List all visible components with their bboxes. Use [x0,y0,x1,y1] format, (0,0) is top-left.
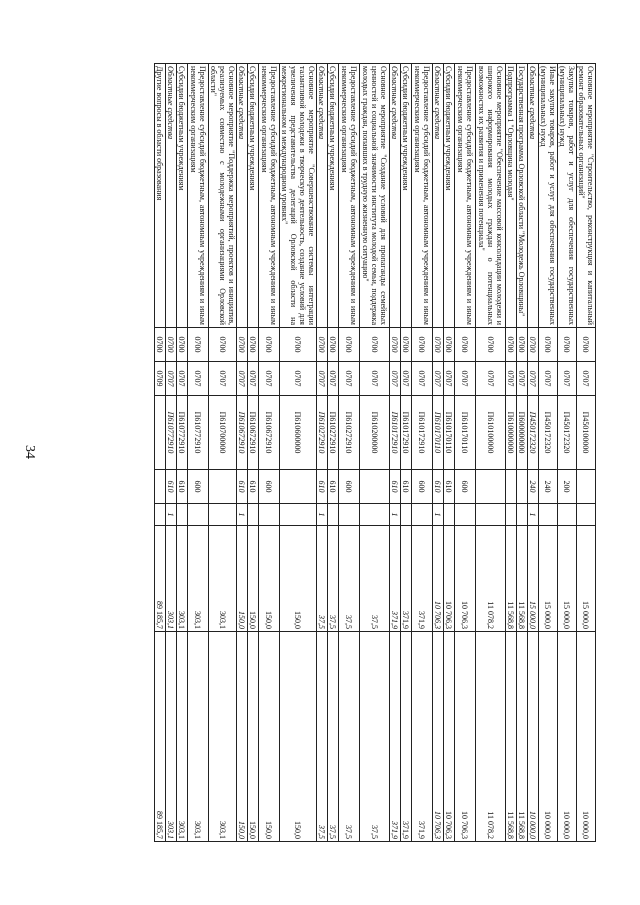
row-name: Областные средства [166,64,177,328]
row-target-code: П610772910 [188,396,209,470]
row-amount-2: 150,0 [280,632,317,842]
row-section: 0700 [280,328,317,362]
row-section: 0700 [433,328,444,362]
row-target-code: П610700000 [209,396,237,470]
row-subsection: 0707 [412,362,433,396]
row-subsection: 0707 [455,362,476,396]
row-subsection: 0707 [401,362,412,396]
row-note [280,504,317,526]
table-row [412,64,433,842]
row-amount-1: 150,0 [248,526,259,632]
row-section: 0700 [317,328,328,362]
row-section: 0700 [539,328,558,362]
row-note [209,504,237,526]
row-target-code: П610672910 [248,396,259,470]
row-expense-type: 600 [412,470,433,504]
row-expense-type: 600 [188,470,209,504]
row-note: 1 [390,504,401,526]
row-amount-2: 11 568,8 [517,632,528,842]
table-row [177,64,188,842]
page-number: 34 [22,445,37,459]
row-section: 0700 [237,328,248,362]
row-section: 0700 [328,328,339,362]
row-expense-type [476,470,506,504]
table-row [188,64,209,842]
row-note [506,504,517,526]
row-name: Подпрограмма 1 "Орловщина молодая" [506,64,517,328]
row-target-code: П610772910 [166,396,177,470]
row-expense-type [517,470,528,504]
row-amount-1: 10 706,3 [433,526,444,632]
row-subsection: 0709 [155,362,166,396]
row-expense-type [155,470,166,504]
table-row [237,64,248,842]
row-target-code: П610172910 [390,396,401,470]
row-name: Предоставление субсидий бюджетным, автономным учреждениям и иным некоммерческим организациям [188,64,209,328]
row-name: Областные средства [237,64,248,328]
table-row [328,64,339,842]
row-amount-1: 11 568,8 [506,526,517,632]
row-section: 0700 [339,328,360,362]
row-section: 0700 [390,328,401,362]
table-row [577,64,596,842]
row-expense-type: 240 [539,470,558,504]
budget-table [154,63,596,842]
row-target-code: П610600000 [280,396,317,470]
table-row [209,64,237,842]
row-amount-1: 37,5 [339,526,360,632]
row-expense-type: 610 [248,470,259,504]
row-name: Областные средства [528,64,539,328]
row-expense-type: 610 [444,470,455,504]
row-subsection: 0707 [237,362,248,396]
row-section: 0700 [577,328,596,362]
row-amount-1: 150,0 [259,526,280,632]
row-section: 0700 [259,328,280,362]
row-amount-2: 10 706,3 [444,632,455,842]
row-note [248,504,259,526]
row-amount-2: 37,5 [339,632,360,842]
row-expense-type [360,470,390,504]
row-note: 1 [237,504,248,526]
row-target-code: П450100000 [577,396,596,470]
row-expense-type: 610 [177,470,188,504]
row-target-code: П610200000 [360,396,390,470]
row-amount-1: 15 000,0 [558,526,577,632]
row-name: Основное мероприятие "Совершенствование системы интеграции талантливой молодежи в творческую деятельность, создание условий для увеличения представительства делегаций Орловской области на межрегиональном и международном уровнях" [280,64,317,328]
row-amount-1: 10 706,3 [455,526,476,632]
table-row [476,64,506,842]
row-name: Иные закупки товаров, работ и услуг для обеспечения государственных (муниципальных) нужд [539,64,558,328]
table-row [455,64,476,842]
row-expense-type: 610 [328,470,339,504]
row-section: 0700 [444,328,455,362]
row-note [401,504,412,526]
table-row [539,64,558,842]
table-row [280,64,317,842]
row-subsection: 0707 [444,362,455,396]
row-expense-type [506,470,517,504]
row-expense-type: 610 [390,470,401,504]
row-target-code: П450172320 [558,396,577,470]
table-row [444,64,455,842]
row-amount-2: 303,1 [177,632,188,842]
table-row [506,64,517,842]
row-section: 0700 [517,328,528,362]
row-amount-1: 11 568,8 [517,526,528,632]
row-amount-2: 37,5 [317,632,328,842]
row-amount-2: 303,1 [188,632,209,842]
table-row [433,64,444,842]
row-note [155,504,166,526]
row-subsection: 0707 [517,362,528,396]
row-subsection: 0707 [209,362,237,396]
row-note [444,504,455,526]
row-target-code: П610272910 [317,396,328,470]
row-expense-type: 610 [401,470,412,504]
row-expense-type: 610 [433,470,444,504]
row-target-code: П610772910 [177,396,188,470]
row-name: Субсидии бюджетным учреждениям [177,64,188,328]
row-amount-1: 10 706,3 [444,526,455,632]
row-expense-type: 610 [166,470,177,504]
row-section: 0700 [155,328,166,362]
table-row [517,64,528,842]
row-section: 0700 [476,328,506,362]
row-amount-2: 10 706,3 [433,632,444,842]
row-subsection: 0707 [360,362,390,396]
row-section: 0700 [506,328,517,362]
table-row [558,64,577,842]
row-name: Областные средства [317,64,328,328]
row-amount-2: 150,0 [248,632,259,842]
row-name: Субсидии бюджетным учреждениям [401,64,412,328]
row-name: Государственная программа Орловской области "Молодежь Орловщины" [517,64,528,328]
table-row [317,64,328,842]
row-note: 1 [528,504,539,526]
row-amount-1: 150,0 [280,526,317,632]
row-amount-1: 150,0 [237,526,248,632]
row-expense-type [209,470,237,504]
row-target-code: П610672910 [259,396,280,470]
row-name: Предоставление субсидий бюджетным, автономным учреждениям и иным некоммерческим организациям [339,64,360,328]
row-section: 0700 [401,328,412,362]
row-target-code: П610170110 [455,396,476,470]
row-name: Областные средства [433,64,444,328]
row-section: 0700 [188,328,209,362]
row-target-code: П610172910 [401,396,412,470]
row-amount-2: 11 078,2 [476,632,506,842]
row-expense-type [577,470,596,504]
row-subsection: 0707 [476,362,506,396]
table-row [528,64,539,842]
row-note: 1 [317,504,328,526]
row-name: Основное мероприятие "Обеспечение массовой консолидации молодежи и широкого информирования молодых граждан о потенциальных возможностях их развития и применения потенциала" [476,64,506,328]
row-subsection: 0707 [433,362,444,396]
row-expense-type: 200 [558,470,577,504]
row-amount-1: 89 185,7 [155,526,166,632]
row-note [476,504,506,526]
row-subsection: 0707 [390,362,401,396]
row-amount-1: 303,1 [188,526,209,632]
row-name: Основное мероприятие "Поддержка мероприятий, проектов и инициатив, реализуемых совместно с молодежными организациями Орловской области" [209,64,237,328]
row-target-code: П610170110 [433,396,444,470]
row-name: Областные средства [390,64,401,328]
row-name: Субсидии бюджетным учреждениям [328,64,339,328]
row-amount-2: 150,0 [259,632,280,842]
row-note [577,504,596,526]
row-subsection: 0707 [339,362,360,396]
row-name: Закупка товаров, работ и услуг для обеспечения государственных (муниципальных) нужд [558,64,577,328]
row-amount-2: 10 000,0 [528,632,539,842]
row-note [177,504,188,526]
row-target-code: П610170110 [444,396,455,470]
row-amount-1: 371,9 [390,526,401,632]
row-amount-2: 303,1 [166,632,177,842]
row-amount-1: 303,1 [166,526,177,632]
row-amount-1: 15 000,0 [577,526,596,632]
row-subsection: 0707 [328,362,339,396]
row-target-code: П450172320 [539,396,558,470]
row-amount-2: 371,9 [412,632,433,842]
row-amount-2: 371,9 [401,632,412,842]
row-expense-type: 600 [339,470,360,504]
row-name: Предоставление субсидий бюджетным, автономным учреждениям и иным некоммерческим организациям [259,64,280,328]
row-section: 0700 [558,328,577,362]
row-subsection: 0707 [280,362,317,396]
row-note [455,504,476,526]
row-note [558,504,577,526]
row-amount-1: 11 078,2 [476,526,506,632]
row-section: 0700 [177,328,188,362]
table-row [360,64,390,842]
row-section: 0700 [166,328,177,362]
row-note [360,504,390,526]
row-note [339,504,360,526]
row-subsection: 0707 [577,362,596,396]
row-note [328,504,339,526]
row-section: 0700 [412,328,433,362]
row-amount-2: 10 706,3 [455,632,476,842]
row-amount-2: 11 568,8 [506,632,517,842]
row-amount-2: 10 000,0 [539,632,558,842]
row-amount-1: 371,9 [401,526,412,632]
row-subsection: 0707 [317,362,328,396]
row-name: Субсидии бюджетным учреждениям [444,64,455,328]
row-amount-2: 89 185,7 [155,632,166,842]
row-target-code: П600000000 [517,396,528,470]
row-section: 0700 [360,328,390,362]
row-subsection: 0707 [259,362,280,396]
row-note [188,504,209,526]
row-amount-1: 15 000,0 [528,526,539,632]
row-amount-1: 15 000,0 [539,526,558,632]
row-target-code: П610672910 [237,396,248,470]
row-subsection: 0707 [558,362,577,396]
row-subsection: 0707 [166,362,177,396]
row-amount-2: 150,0 [237,632,248,842]
row-target-code: П610172910 [412,396,433,470]
row-amount-1: 303,1 [177,526,188,632]
row-subsection: 0707 [528,362,539,396]
row-amount-1: 303,1 [209,526,237,632]
row-expense-type [280,470,317,504]
row-amount-2: 303,1 [209,632,237,842]
row-amount-1: 37,5 [328,526,339,632]
row-name: Основное мероприятие "Создание условий для пропаганды семейных ценностей и социальной значимости института молодой семьи, поддержка молодых граждан, попавших в трудную жизненную ситуацию" [360,64,390,328]
row-target-code: П610272910 [328,396,339,470]
row-expense-type: 600 [455,470,476,504]
row-note: 1 [166,504,177,526]
table-row [248,64,259,842]
row-amount-1: 371,9 [412,526,433,632]
row-amount-1: 37,5 [317,526,328,632]
table-body [155,64,596,842]
row-subsection: 0707 [248,362,259,396]
row-name: Предоставление субсидий бюджетным, автономным учреждениям и иным некоммерческим организациям [455,64,476,328]
row-name: Основное мероприятие "Строительство, реконструкция и капитальный ремонт образовательных организаций" [577,64,596,328]
row-amount-2: 37,5 [360,632,390,842]
row-section: 0700 [209,328,237,362]
row-name: Предоставление субсидий бюджетным, автономным учреждениям и иным некоммерческим организациям [412,64,433,328]
row-expense-type: 610 [237,470,248,504]
row-section: 0700 [248,328,259,362]
table-row [401,64,412,842]
row-name: Субсидии бюджетным учреждениям [248,64,259,328]
row-expense-type: 240 [528,470,539,504]
table-row [339,64,360,842]
row-target-code: П610100000 [476,396,506,470]
row-note [412,504,433,526]
row-note [539,504,558,526]
row-section: 0700 [528,328,539,362]
row-name: Другие вопросы в области образования [155,64,166,328]
row-note: 1 [433,504,444,526]
table-row [155,64,166,842]
table-row [390,64,401,842]
row-target-code: П610000000 [506,396,517,470]
row-amount-2: 10 000,0 [558,632,577,842]
row-target-code: П450172320 [528,396,539,470]
row-section: 0700 [455,328,476,362]
row-target-code [155,396,166,470]
row-subsection: 0707 [177,362,188,396]
row-expense-type: 610 [317,470,328,504]
row-note [259,504,280,526]
row-note [517,504,528,526]
table-row [259,64,280,842]
row-subsection: 0707 [506,362,517,396]
row-subsection: 0707 [188,362,209,396]
row-amount-2: 10 000,0 [577,632,596,842]
row-expense-type: 600 [259,470,280,504]
row-amount-2: 371,9 [390,632,401,842]
row-amount-1: 37,5 [360,526,390,632]
row-amount-2: 37,5 [328,632,339,842]
row-target-code: П610272910 [339,396,360,470]
budget-table-rotated [84,63,596,841]
row-subsection: 0707 [539,362,558,396]
table-row [166,64,177,842]
